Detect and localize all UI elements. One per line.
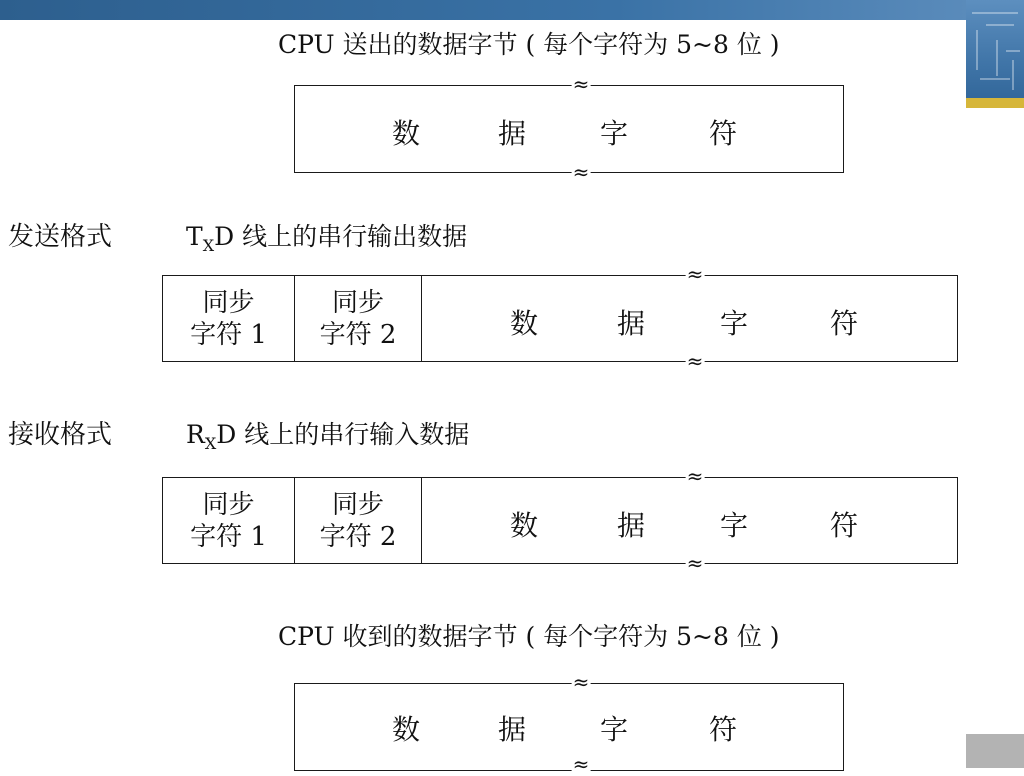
- send-format-label: 发送格式: [8, 222, 113, 252]
- break-mark-icon: ≈: [686, 551, 704, 575]
- data-char-1: 数: [391, 713, 421, 746]
- break-mark-icon: ≈: [572, 72, 590, 96]
- receive-format-label: 接收格式: [8, 420, 113, 450]
- data-char-2: 据: [497, 713, 527, 746]
- data-char-3: 字: [719, 307, 749, 340]
- break-mark-icon: ≈: [572, 752, 590, 776]
- data-char-4: 符: [708, 713, 738, 746]
- receive-sync-char-1: 同步 字符 1: [163, 478, 295, 563]
- break-mark-icon: ≈: [686, 464, 704, 488]
- received-data-box: [294, 670, 844, 776]
- send-sync-char-2: 同步 字符 2: [295, 276, 422, 361]
- send-sync-char-1: 同步 字符 1: [163, 276, 295, 361]
- top-banner: [0, 0, 1024, 20]
- data-char-2: 据: [497, 117, 527, 150]
- receive-sync-char-2: 同步 字符 2: [295, 478, 422, 563]
- break-mark-icon: ≈: [686, 349, 704, 373]
- data-char-1: 数: [509, 307, 539, 340]
- data-char-2: 据: [616, 307, 646, 340]
- break-mark-icon: ≈: [572, 160, 590, 184]
- break-mark-icon: ≈: [572, 670, 590, 694]
- data-char-3: 字: [599, 117, 629, 150]
- break-mark-icon: ≈: [686, 262, 704, 286]
- data-char-4: 符: [829, 307, 859, 340]
- data-char-3: 字: [599, 713, 629, 746]
- data-char-4: 符: [708, 117, 738, 150]
- corner-gray-block: [966, 734, 1024, 768]
- bottom-title: CPU 收到的数据字节 ( 每个字符为 5~8 位 ): [278, 622, 780, 651]
- data-char-3: 字: [719, 509, 749, 542]
- data-char-4: 符: [829, 509, 859, 542]
- receive-frame-box: [162, 464, 958, 575]
- receive-line-caption: $R_XD$ 线上的串行输入数据: [186, 420, 470, 453]
- send-frame-box: [162, 262, 958, 373]
- data-char-1: 数: [391, 117, 421, 150]
- data-char-1: 数: [509, 509, 539, 542]
- data-char-2: 据: [616, 509, 646, 542]
- sent-data-box: [294, 72, 844, 184]
- circuit-decoration-icon: [966, 0, 1024, 108]
- top-title: CPU 送出的数据字节 ( 每个字符为 5~8 位 ): [278, 30, 780, 59]
- send-line-caption: $T_XD$ 线上的串行输出数据: [186, 222, 468, 255]
